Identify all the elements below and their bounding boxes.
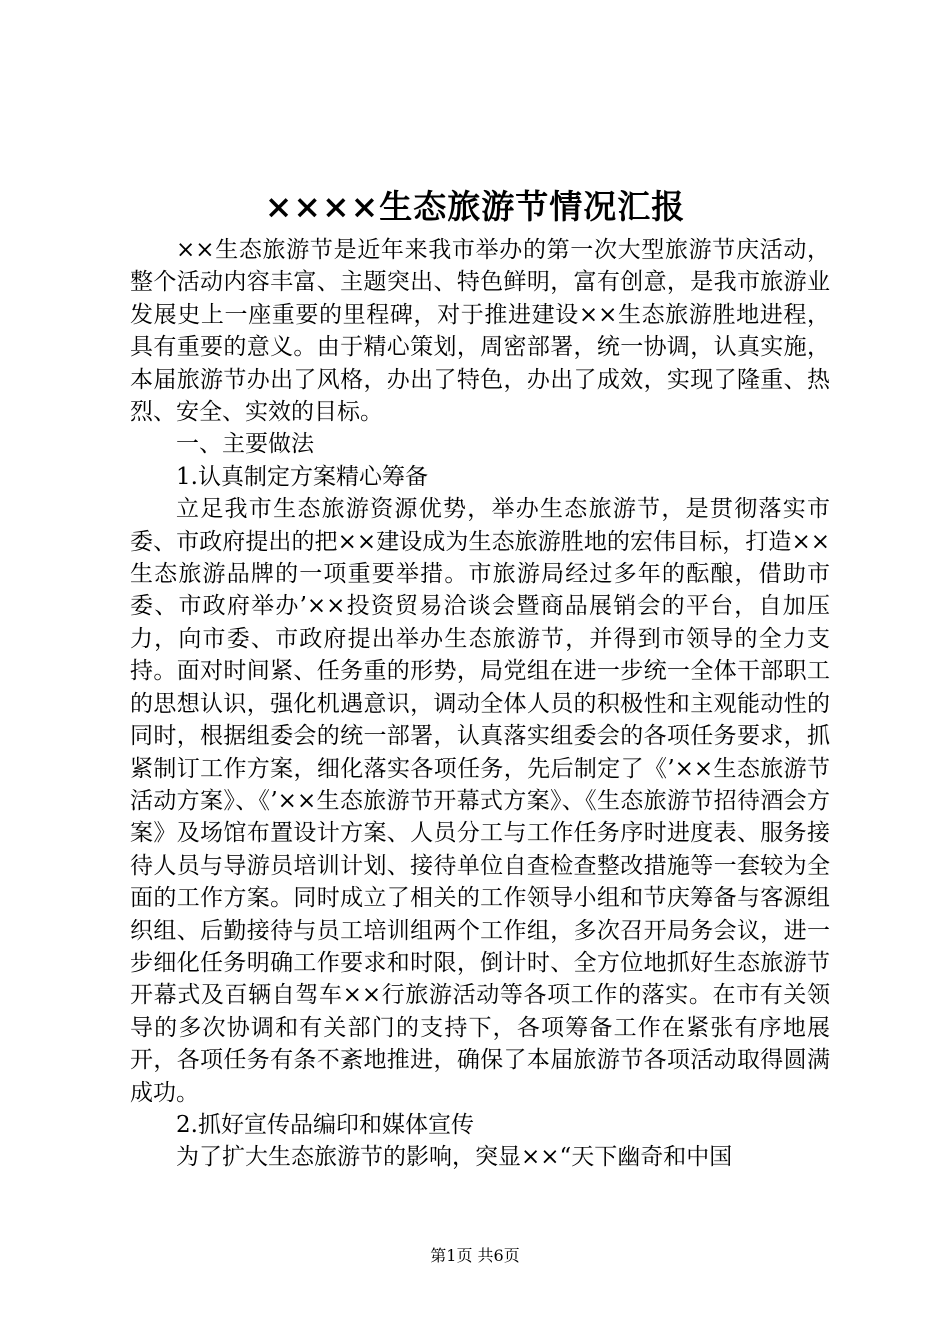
subsection-heading: 1.认真制定方案精心筹备 bbox=[176, 463, 428, 490]
document-title: ××××生态旅游节情况汇报 bbox=[264, 187, 686, 226]
body-paragraph: 立足我市生态旅游资源优势，举办生态旅游节，是贯彻落实市委、市政府提出的把××建设成为生态旅游胜地的宏伟目标，打造××生态旅游品牌的一项重要举措。市旅游局经过多年的酝酿，借助市委、市政府举办’××投资贸易洽谈会暨商品展销会的平台，自加压力，向市委、市政府提出举办生态旅游节，并得到市领导的全力支持。面对时间紧、任务重的形势，局党组在进一步统一全体干部职工的思想认识，强化机遇意识，调动全体人员的积极性和主观能动性的同时，根据组委会的统一部署，认真落实组委会的各项任务要求，抓紧制订工作方案，细化落实各项任务，先后制定了《’××生态旅游节活动方案》、《’××生态旅游节开幕式方案》、《生态旅游节招待酒会方案》及场馆布置设计方案、人员分工与工作任务序时进度表、服务接待人员与导游员培训计划、接待单位自查检查整改措施等一套较为全面的工作方案。同时成立了相关的工作领导小组和节庆筹备与客源组织组、后勤接待与员工培训组两个工作组，多次召开局务会议，进一步细化任务明确工作要求和时限，倒计时、全方位地抓好生态旅游节开幕式及百辆自驾车××行旅游活动等各项工作的落实。在市有关领导的多次协调和有关部门的支持下，各项筹备工作在紧张有序地展开，各项任务有条不紊地推进，确保了本届旅游节各项活动取得圆满成功。 bbox=[130, 496, 830, 1106]
section-heading: 一、主要做法 bbox=[176, 431, 314, 458]
document-body bbox=[130, 234, 830, 1174]
intro-paragraph: ××生态旅游节是近年来我市举办的第一次大型旅游节庆活动，整个活动内容丰富、主题突出、特色鲜明，富有创意，是我市旅游业发展史上一座重要的里程碑，对于推进建设××生态旅游胜地进程，具有重要的意义。由于精心策划，周密部署，统一协调，认真实施，本届旅游节办出了风格，办出了特色，办出了成效，实现了隆重、热烈、安全、实效的目标。 bbox=[130, 237, 830, 426]
body-paragraph: 为了扩大生态旅游节的影响，突显××“天下幽奇和中国 bbox=[176, 1144, 733, 1171]
page-footer: 第1页 共6页 bbox=[430, 1246, 520, 1265]
subsection-heading: 2.抓好宣传品编印和媒体宣传 bbox=[176, 1111, 474, 1138]
